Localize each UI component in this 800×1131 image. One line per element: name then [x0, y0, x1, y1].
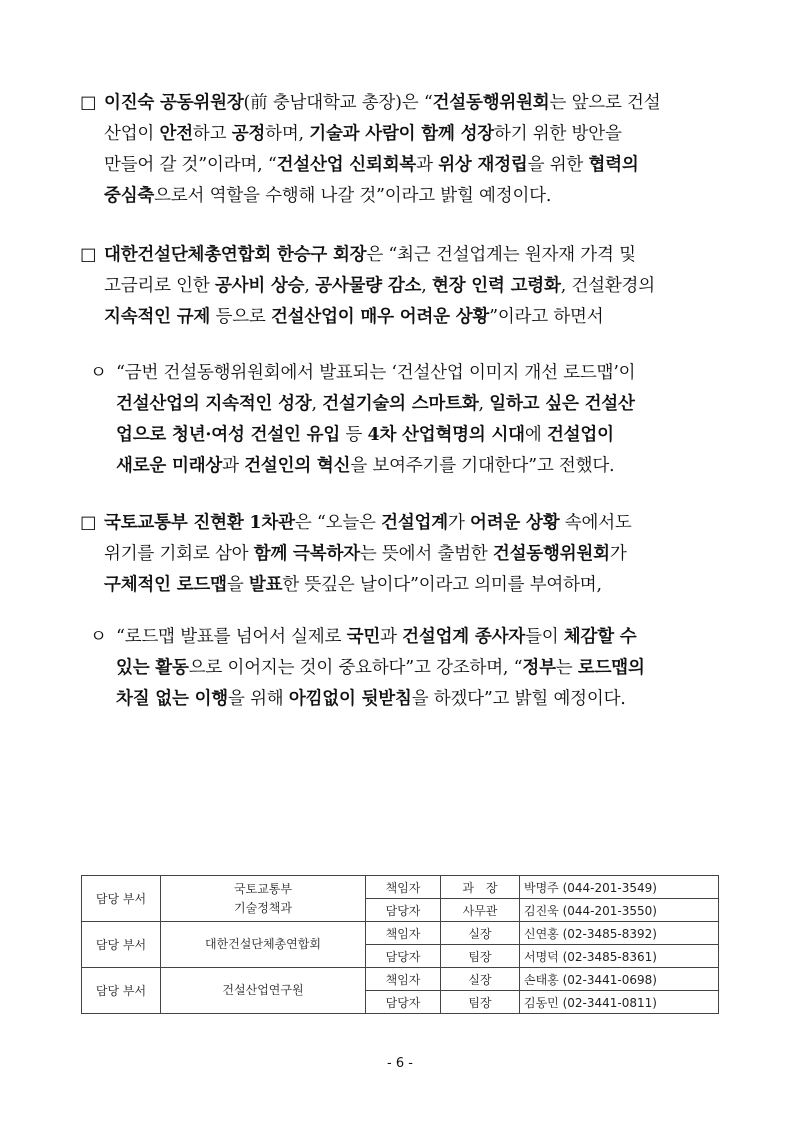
text-run: ,: [478, 394, 490, 414]
title-cell: 사무관: [441, 899, 520, 922]
title-cell: 실장: [441, 968, 520, 991]
emphasized-text: 국토교통부 진현환 1차관: [104, 513, 295, 533]
page-number: - 6 -: [387, 1056, 413, 1071]
text-run: “금번 건설동행위원회에서 발표되는 ‘건설산업 이미지 개선 로드맵’이: [116, 363, 636, 383]
text-run: 는: [555, 658, 578, 678]
text-run: 가: [609, 544, 627, 564]
title-cell: 팀장: [441, 945, 520, 968]
contact-table: [81, 875, 719, 1014]
text-line: [104, 508, 735, 539]
emphasized-text: 아낌없이 뒷받침: [288, 689, 412, 709]
org-cell: [161, 876, 366, 922]
emphasized-text: 기술과 사람이 함께 성장: [309, 124, 494, 144]
text-run: 만들어 갈 것”이라며, “: [104, 155, 277, 175]
emphasized-text: 건설업계: [381, 513, 448, 533]
text-run: ,: [304, 276, 316, 296]
text-run: 하고: [192, 124, 232, 144]
title-cell: 팀장: [441, 991, 520, 1014]
text-line: [104, 240, 735, 271]
emphasized-text: 협력의: [588, 155, 639, 175]
paragraph-federation-president-statement: [80, 240, 735, 333]
role-cell: 담당자: [366, 991, 441, 1014]
emphasized-text: 건설산업이 매우 어려운 상황: [270, 307, 490, 327]
emphasized-text: 일하고 싶은 건설산: [489, 394, 635, 414]
text-run: 는 앞으로 건설: [549, 93, 661, 113]
role-cell: 책임자: [366, 968, 441, 991]
org-name: 대한건설단체총연합회: [205, 937, 321, 951]
text-run: 은 “최근 건설업계는 원자재 가격 및: [366, 245, 636, 265]
text-line: [104, 119, 735, 150]
text-run: 은 “오늘은: [294, 513, 382, 533]
dept-label-cell: 담당 부서: [82, 876, 161, 922]
text-run: 과: [222, 456, 245, 476]
org-cell: [161, 922, 366, 968]
emphasized-text: 위상 재정립: [438, 155, 528, 175]
dept-label-cell: 담당 부서: [82, 922, 161, 968]
text-line: [104, 302, 735, 333]
emphasized-text: 지속적인 규제: [104, 307, 211, 327]
emphasized-text: 정부: [522, 658, 556, 678]
title-cell: 실장: [441, 922, 520, 945]
org-division: 기술정책과: [234, 900, 292, 915]
text-line: [104, 539, 735, 570]
table-row: [82, 968, 719, 991]
text-run: 가: [447, 513, 471, 533]
text-line: [116, 684, 735, 715]
emphasized-text: 중심축: [104, 186, 155, 206]
text-line: [116, 389, 735, 420]
org-cell: [161, 968, 366, 1014]
person-cell: 박명주 (044-201-3549): [520, 876, 719, 899]
text-run: 에: [524, 425, 547, 445]
text-run: 속에서도: [559, 513, 632, 533]
emphasized-text: 대한건설단체총연합회 한승구 회장: [104, 245, 367, 265]
text-run: 을 보여주기를 기대한다”고 전했다.: [350, 456, 615, 476]
emphasized-text: 있는 활동: [116, 658, 189, 678]
emphasized-text: 공사물량 감소: [315, 276, 422, 296]
text-line: [116, 653, 735, 684]
text-line: [116, 358, 735, 389]
text-run: 을: [226, 575, 249, 595]
subparagraph-roadmap-expectation: [80, 358, 735, 482]
text-run: 으로 이어지는 것이 중요하다”고 강조하며, “: [188, 658, 523, 678]
text-run: 을 하겠다”고 밝힐 예정이다.: [411, 689, 626, 709]
emphasized-text: 건설동행위원회: [492, 544, 610, 564]
emphasized-text: 함께 극복하자: [253, 544, 360, 564]
emphasized-text: 차질 없는 이행: [116, 689, 229, 709]
person-cell: 손태홍 (02-3441-0698): [520, 968, 719, 991]
org-name: 건설산업연구원: [222, 983, 304, 997]
person-cell: 김동민 (02-3441-0811): [520, 991, 719, 1014]
text-run: ,: [421, 276, 432, 296]
text-line: [104, 150, 735, 181]
emphasized-text: 건설업이: [546, 425, 614, 445]
text-line: [104, 181, 735, 212]
text-run: 으로서 역할을 수행해 나갈 것”이라고 밝힐 예정이다.: [154, 186, 552, 206]
role-cell: 담당자: [366, 899, 441, 922]
text-line: [104, 271, 735, 302]
emphasized-text: 건설업계 종사자: [402, 627, 525, 647]
emphasized-text: 구체적인 로드맵: [104, 575, 227, 595]
text-run: 등: [340, 425, 368, 445]
text-run: 들이: [525, 627, 564, 647]
paragraph-vice-chair-statement: [80, 88, 735, 212]
text-run: 을 위한: [527, 155, 589, 175]
emphasized-text: 업으로 청년·여성 건설인 유입: [116, 425, 341, 445]
paragraph-vice-minister-statement: [80, 508, 735, 601]
person-cell: 김진욱 (044-201-3550): [520, 899, 719, 922]
emphasized-text: 현장 인력 고령화: [431, 276, 561, 296]
text-run: 는 뜻에서 출범한: [359, 544, 493, 564]
text-run: 과: [416, 155, 439, 175]
emphasized-text: 국민: [346, 627, 381, 647]
emphasized-text: 이진숙 공동위원장: [104, 93, 244, 113]
text-run: 산업이: [104, 124, 160, 144]
role-cell: 책임자: [366, 876, 441, 899]
emphasized-text: 공사비 상승: [214, 276, 305, 296]
text-run: 을 위해: [228, 689, 289, 709]
table-row: [82, 876, 719, 899]
emphasized-text: 체감할 수: [563, 627, 637, 647]
text-run: ”이라고 하면서: [489, 307, 604, 327]
emphasized-text: 건설산업의 지속적인 성장: [116, 394, 312, 414]
circle-bullet: ㅇ: [90, 363, 107, 383]
text-run: 위기를 기회로 삼아: [104, 544, 254, 564]
person-cell: 서명덕 (02-3485-8361): [520, 945, 719, 968]
emphasized-text: 건설인의 혁신: [244, 456, 351, 476]
text-line: [104, 88, 735, 119]
square-bullet: □: [80, 245, 97, 265]
text-run: 하며,: [265, 124, 310, 144]
person-cell: 신연홍 (02-3485-8392): [520, 922, 719, 945]
text-run: 한 뜻깊은 날이다”이라고 의미를 부여하며,: [282, 575, 602, 595]
text-line: [116, 622, 735, 653]
text-line: [116, 451, 735, 482]
subparagraph-government-support: [80, 622, 735, 715]
emphasized-text: 어려운 상황: [470, 513, 560, 533]
text-run: 하기 위한 방안을: [493, 124, 622, 144]
emphasized-text: 발표: [248, 575, 283, 595]
table-row: [82, 922, 719, 945]
circle-bullet: ㅇ: [90, 627, 107, 647]
text-line: [104, 570, 735, 601]
title-cell: 과 장: [441, 876, 520, 899]
org-name: 국토교통부: [234, 881, 292, 896]
role-cell: 책임자: [366, 922, 441, 945]
emphasized-text: 로드맵의: [577, 658, 645, 678]
text-run: (前 충남대학교 총장)은 “: [243, 93, 433, 113]
text-run: 등으로: [210, 307, 271, 327]
emphasized-text: 건설동행위원회: [432, 93, 550, 113]
emphasized-text: 건설산업 신뢰회복: [276, 155, 417, 175]
text-line: [116, 420, 735, 451]
text-run: ,: [311, 394, 323, 414]
role-cell: 담당자: [366, 945, 441, 968]
emphasized-text: 4차 산업혁명의 시대: [367, 425, 525, 445]
text-run: 고금리로 인한: [104, 276, 215, 296]
emphasized-text: 새로운 미래상: [116, 456, 223, 476]
square-bullet: □: [80, 513, 97, 533]
dept-label-cell: 담당 부서: [82, 968, 161, 1014]
emphasized-text: 공정: [231, 124, 266, 144]
emphasized-text: 건설기술의 스마트화: [322, 394, 479, 414]
square-bullet: □: [80, 93, 97, 113]
text-run: , 건설환경의: [560, 276, 655, 296]
text-run: 과: [380, 627, 403, 647]
emphasized-text: 안전: [159, 124, 193, 144]
text-run: “로드맵 발표를 넘어서 실제로: [116, 627, 347, 647]
